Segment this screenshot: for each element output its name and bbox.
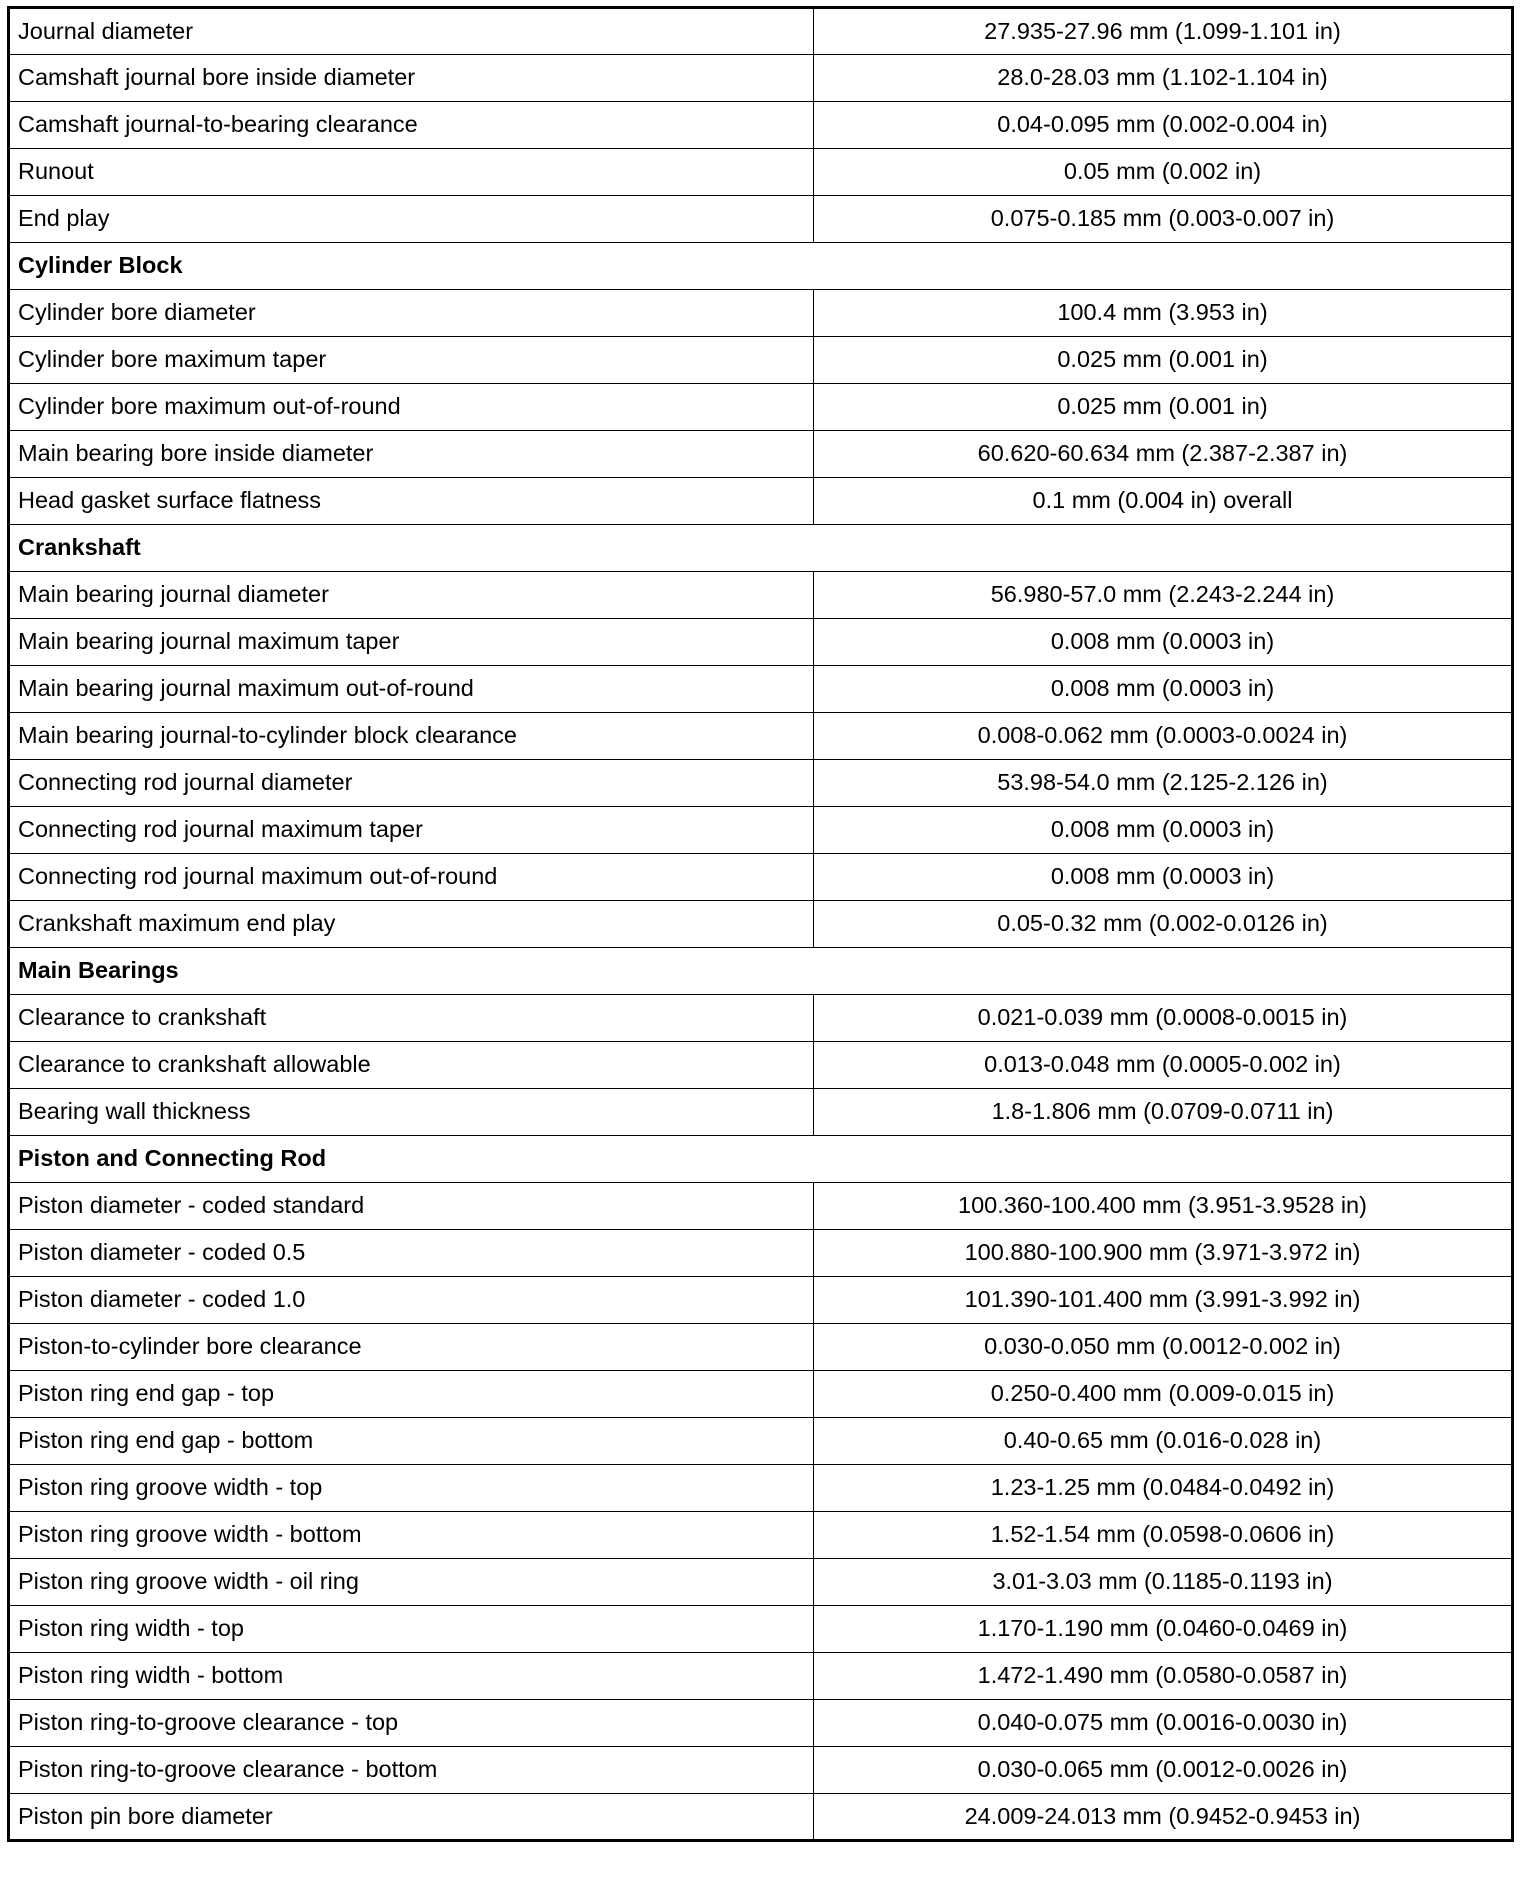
table-row — [9, 149, 1513, 196]
table-row — [9, 478, 1513, 525]
spec-label: Clearance to crankshaft — [9, 995, 814, 1042]
table-row — [9, 713, 1513, 760]
spec-value: 1.52-1.54 mm (0.0598-0.0606 in) — [814, 1512, 1513, 1559]
spec-label: Main bearing journal maximum taper — [9, 619, 814, 666]
spec-label: Piston diameter - coded 1.0 — [9, 1277, 814, 1324]
spec-label: Main bearing journal maximum out-of-round — [9, 666, 814, 713]
spec-label: Piston ring groove width - oil ring — [9, 1559, 814, 1606]
spec-value: 0.075-0.185 mm (0.003-0.007 in) — [814, 196, 1513, 243]
spec-label: Crankshaft maximum end play — [9, 901, 814, 948]
spec-value: 0.008 mm (0.0003 in) — [814, 666, 1513, 713]
table-row — [9, 854, 1513, 901]
spec-label: Journal diameter — [9, 8, 814, 55]
section-header-row — [9, 948, 1513, 995]
spec-value: 0.021-0.039 mm (0.0008-0.0015 in) — [814, 995, 1513, 1042]
table-row — [9, 760, 1513, 807]
spec-label: Piston ring-to-groove clearance - bottom — [9, 1747, 814, 1794]
spec-label: Piston ring-to-groove clearance - top — [9, 1700, 814, 1747]
table-row — [9, 807, 1513, 854]
table-row — [9, 1512, 1513, 1559]
table-row — [9, 1700, 1513, 1747]
table-row — [9, 55, 1513, 102]
spec-value: 100.880-100.900 mm (3.971-3.972 in) — [814, 1230, 1513, 1277]
spec-value: 0.030-0.050 mm (0.0012-0.002 in) — [814, 1324, 1513, 1371]
table-row — [9, 337, 1513, 384]
table-row — [9, 1371, 1513, 1418]
spec-label: Piston-to-cylinder bore clearance — [9, 1324, 814, 1371]
spec-label: Piston diameter - coded 0.5 — [9, 1230, 814, 1277]
spec-label: Piston ring end gap - bottom — [9, 1418, 814, 1465]
spec-value: 0.013-0.048 mm (0.0005-0.002 in) — [814, 1042, 1513, 1089]
spec-value: 1.170-1.190 mm (0.0460-0.0469 in) — [814, 1606, 1513, 1653]
spec-value: 0.025 mm (0.001 in) — [814, 337, 1513, 384]
spec-label: Camshaft journal bore inside diameter — [9, 55, 814, 102]
section-header-row — [9, 525, 1513, 572]
spec-value: 1.23-1.25 mm (0.0484-0.0492 in) — [814, 1465, 1513, 1512]
spec-value: 0.025 mm (0.001 in) — [814, 384, 1513, 431]
specification-table-body — [9, 8, 1513, 1841]
spec-value: 0.250-0.400 mm (0.009-0.015 in) — [814, 1371, 1513, 1418]
spec-label: Piston ring width - top — [9, 1606, 814, 1653]
spec-label: Piston ring width - bottom — [9, 1653, 814, 1700]
spec-value: 0.008 mm (0.0003 in) — [814, 854, 1513, 901]
table-row — [9, 8, 1513, 55]
spec-value: 0.40-0.65 mm (0.016-0.028 in) — [814, 1418, 1513, 1465]
spec-label: Main bearing bore inside diameter — [9, 431, 814, 478]
spec-label: Main bearing journal-to-cylinder block clearance — [9, 713, 814, 760]
table-row — [9, 1418, 1513, 1465]
spec-label: Bearing wall thickness — [9, 1089, 814, 1136]
spec-value: 0.040-0.075 mm (0.0016-0.0030 in) — [814, 1700, 1513, 1747]
table-row — [9, 1277, 1513, 1324]
spec-label: Connecting rod journal maximum out-of-round — [9, 854, 814, 901]
spec-value: 53.98-54.0 mm (2.125-2.126 in) — [814, 760, 1513, 807]
table-row — [9, 431, 1513, 478]
spec-label: End play — [9, 196, 814, 243]
spec-value: 101.390-101.400 mm (3.991-3.992 in) — [814, 1277, 1513, 1324]
spec-label: Cylinder bore maximum out-of-round — [9, 384, 814, 431]
table-row — [9, 1230, 1513, 1277]
table-row — [9, 619, 1513, 666]
table-row — [9, 995, 1513, 1042]
spec-value: 0.008 mm (0.0003 in) — [814, 807, 1513, 854]
spec-value: 24.009-24.013 mm (0.9452-0.9453 in) — [814, 1794, 1513, 1841]
section-title: Piston and Connecting Rod — [9, 1136, 1513, 1183]
spec-value: 100.360-100.400 mm (3.951-3.9528 in) — [814, 1183, 1513, 1230]
table-row — [9, 1324, 1513, 1371]
table-row — [9, 1465, 1513, 1512]
spec-label: Clearance to crankshaft allowable — [9, 1042, 814, 1089]
spec-value: 0.04-0.095 mm (0.002-0.004 in) — [814, 102, 1513, 149]
spec-value: 56.980-57.0 mm (2.243-2.244 in) — [814, 572, 1513, 619]
table-row — [9, 1747, 1513, 1794]
spec-value: 0.1 mm (0.004 in) overall — [814, 478, 1513, 525]
spec-value: 0.05 mm (0.002 in) — [814, 149, 1513, 196]
table-row — [9, 901, 1513, 948]
spec-value: 0.008 mm (0.0003 in) — [814, 619, 1513, 666]
table-row — [9, 1606, 1513, 1653]
spec-label: Piston ring groove width - top — [9, 1465, 814, 1512]
table-row — [9, 196, 1513, 243]
spec-value: 27.935-27.96 mm (1.099-1.101 in) — [814, 8, 1513, 55]
table-row — [9, 1653, 1513, 1700]
spec-value: 60.620-60.634 mm (2.387-2.387 in) — [814, 431, 1513, 478]
section-header-row — [9, 1136, 1513, 1183]
table-row — [9, 572, 1513, 619]
table-row — [9, 290, 1513, 337]
spec-label: Head gasket surface flatness — [9, 478, 814, 525]
table-row — [9, 1089, 1513, 1136]
spec-label: Cylinder bore diameter — [9, 290, 814, 337]
spec-label: Connecting rod journal maximum taper — [9, 807, 814, 854]
spec-label: Main bearing journal diameter — [9, 572, 814, 619]
table-row — [9, 666, 1513, 713]
spec-value: 1.472-1.490 mm (0.0580-0.0587 in) — [814, 1653, 1513, 1700]
spec-label: Connecting rod journal diameter — [9, 760, 814, 807]
spec-label: Piston ring end gap - top — [9, 1371, 814, 1418]
specification-table — [7, 6, 1514, 1842]
spec-value: 28.0-28.03 mm (1.102-1.104 in) — [814, 55, 1513, 102]
spec-value: 0.008-0.062 mm (0.0003-0.0024 in) — [814, 713, 1513, 760]
table-row — [9, 1042, 1513, 1089]
spec-label: Piston diameter - coded standard — [9, 1183, 814, 1230]
spec-label: Runout — [9, 149, 814, 196]
section-title: Main Bearings — [9, 948, 1513, 995]
table-row — [9, 1559, 1513, 1606]
table-row — [9, 102, 1513, 149]
spec-value: 0.030-0.065 mm (0.0012-0.0026 in) — [814, 1747, 1513, 1794]
spec-label: Cylinder bore maximum taper — [9, 337, 814, 384]
spec-value: 0.05-0.32 mm (0.002-0.0126 in) — [814, 901, 1513, 948]
spec-value: 100.4 mm (3.953 in) — [814, 290, 1513, 337]
table-row — [9, 1183, 1513, 1230]
spec-value: 3.01-3.03 mm (0.1185-0.1193 in) — [814, 1559, 1513, 1606]
spec-value: 1.8-1.806 mm (0.0709-0.0711 in) — [814, 1089, 1513, 1136]
table-row — [9, 1794, 1513, 1841]
section-title: Crankshaft — [9, 525, 1513, 572]
section-header-row — [9, 243, 1513, 290]
spec-label: Piston ring groove width - bottom — [9, 1512, 814, 1559]
table-row — [9, 384, 1513, 431]
spec-label: Piston pin bore diameter — [9, 1794, 814, 1841]
spec-label: Camshaft journal-to-bearing clearance — [9, 102, 814, 149]
section-title: Cylinder Block — [9, 243, 1513, 290]
